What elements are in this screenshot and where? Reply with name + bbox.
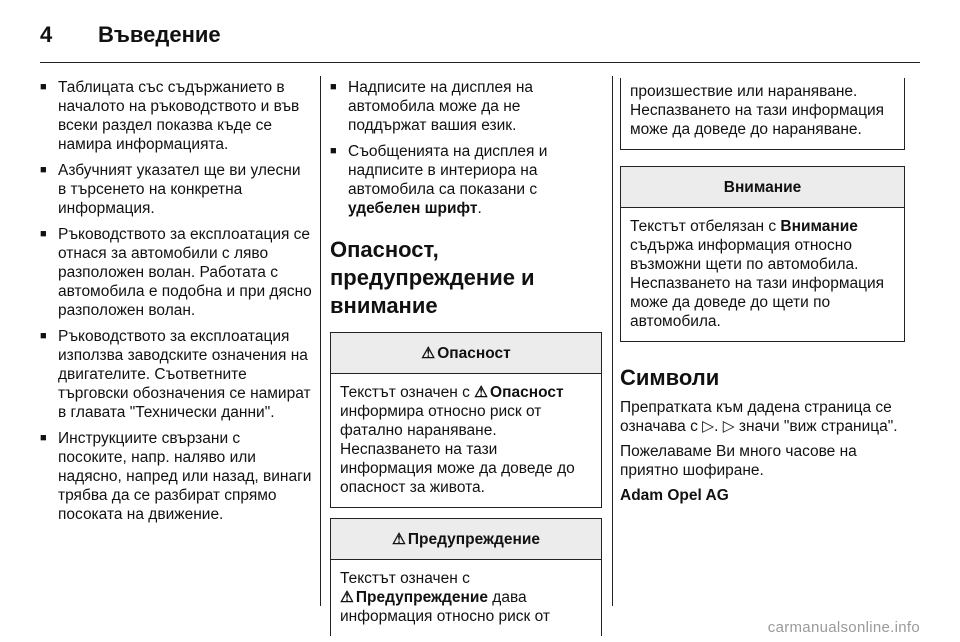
caution-box-title: Внимание — [621, 167, 904, 208]
list-item: ■ Ръководството за експлоатация се отнася за автомобили с ляво разположен волан. Работата с автомобила е подобна и при дясно разположен волан. — [40, 226, 312, 319]
column-divider-2 — [612, 76, 613, 606]
list-item: ■ Съобщенията на дисплея и надписите в интериора на автомобила са показани с удебелен шрифт. — [330, 143, 548, 217]
warning-triangle-icon: ⚠ — [340, 589, 354, 606]
closing-paragraph: Пожелаваме Ви много часове на приятно шофиране. — [620, 443, 857, 479]
header-rule — [40, 62, 920, 63]
list-item: ■ Инструкциите свързани с посоките, напр. наляво или надясно, напред или назад, винаги трябва да се разбират спрямо посоката на движение. — [40, 430, 312, 523]
bullet-list — [330, 78, 602, 218]
section-heading: Опасност, предупреждение и внимание — [330, 237, 535, 318]
danger-box-body: Текстът означен с ⚠ Опасност информира относно риск от фатално нараняване. Неспазването на тази информация може да доведе до опасност за живота. — [340, 384, 575, 496]
warning-box-body: Текстът означен с ⚠ Предупреждение дава информация относно риск от — [340, 570, 551, 625]
danger-box-title: ⚠ Опасност — [331, 333, 601, 374]
warning-box-continued: произшествие или нараняване. Неспазването на тази информация може да доведе до нараняване. — [620, 78, 905, 150]
page-ref-arrow-icon: ▷ — [702, 418, 715, 435]
warning-triangle-icon: ⚠ — [474, 384, 489, 401]
symbols-heading: Символи — [620, 365, 720, 390]
symbols-paragraph: Препратката към дадена страница се означава с ▷. ▷ значи "виж страница". — [620, 399, 898, 435]
list-item: ■ Надписите на дисплея на автомобила може да не поддържат вашия език. — [330, 79, 534, 134]
column-2 — [330, 78, 602, 636]
list-item: ■ Ръководството за експлоатация използва заводските означения на двигателите. Съответните търговски обозначения се намират в главата "Технически данни". — [40, 328, 311, 421]
signature: Adam Opel AG — [620, 487, 729, 504]
list-item: ■ Азбучният указател ще ви улесни в търсенето на конкретна информация. — [40, 162, 301, 217]
bullet-list — [40, 78, 312, 524]
column-3 — [620, 78, 905, 511]
page-header — [40, 22, 221, 52]
list-item: ■ Таблицата със съдържанието в началото на ръководството и във всеки раздел показва къде се намира информацията. — [40, 79, 300, 153]
page-ref-arrow-icon: ▷ — [722, 418, 735, 435]
danger-box — [330, 332, 602, 508]
watermark: carmanualsonline.info — [767, 619, 920, 636]
caution-box — [620, 166, 905, 342]
warning-triangle-icon: ⚠ — [392, 530, 406, 548]
column-1 — [40, 78, 312, 531]
warning-box-title: ⚠ Предупреждение — [331, 519, 601, 560]
warning-box — [330, 518, 602, 636]
caution-box-body: Текстът отбелязан с Внимание съдържа информация относно възможни щети по автомобила. Неспазването на тази информация може да доведе до щети по автомобила. — [630, 218, 885, 330]
page-title: Въведение — [98, 22, 221, 47]
warning-triangle-icon: ⚠ — [421, 344, 436, 362]
page-number: 4 — [40, 22, 53, 47]
column-divider-1 — [320, 76, 321, 606]
